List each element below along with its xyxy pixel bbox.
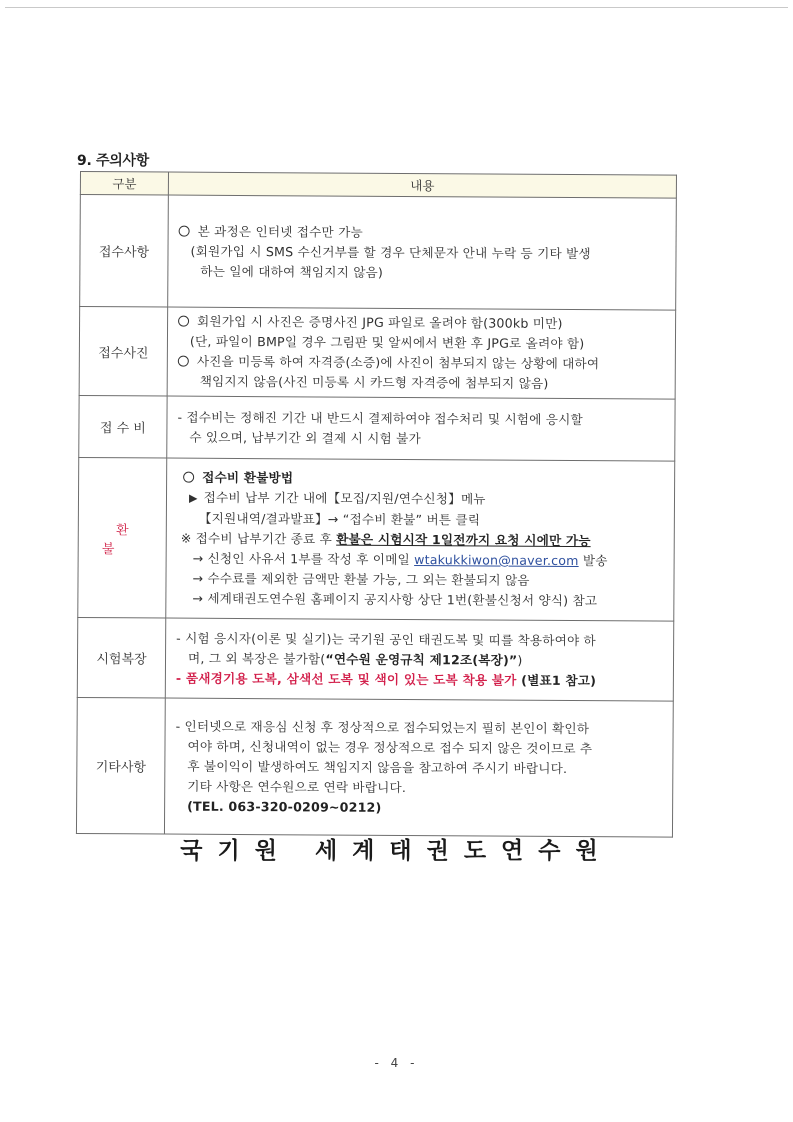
category-cell: 기타사항 [76, 697, 165, 834]
content-line [179, 221, 670, 244]
header-content: 내용 [168, 172, 676, 198]
content-line: - 시험 응시자(이론 및 실기)는 국기원 공인 태권도복 및 띠를 착용하여야 하 [176, 630, 597, 648]
line-text: ) [517, 652, 523, 668]
notice-table [76, 171, 677, 838]
category-cell: 접수사진 [79, 307, 168, 397]
line-text: ※ 접수비 납부기간 종료 후 [180, 530, 337, 547]
content-line: 여야 하며, 신청내역이 없는 경우 정상적으로 접수 되지 않은 것이므로 추 [187, 738, 593, 756]
refund-deadline-emphasis: 환불은 시험시작 1일전까지 요청 시에만 가능 [336, 531, 591, 549]
table-row-refund [78, 457, 675, 621]
organization-name: 국기원 세계태권도연수원 [180, 838, 613, 864]
content-line: 기타 사항은 연수원으로 연락 바랍니다. [187, 778, 407, 795]
content-line: (단, 파일이 BMP일 경우 그림판 및 알씨에서 변환 후 JPG로 올려야 함) [189, 333, 585, 352]
appendix-reference: (별표1 참고) [516, 672, 597, 688]
content-line [176, 648, 667, 671]
refund-category-label: 환불 [101, 522, 157, 557]
line-text: 회원가입 시 사진은 증명사진 JPG 파일로 올려야 함(300kb 미만) [197, 313, 563, 331]
category-cell: 접수사항 [80, 195, 169, 308]
triangle-bullet-icon: ▶ [188, 491, 198, 505]
circle-bullet-icon [179, 225, 190, 236]
email-link[interactable]: wtakukkiwon@naver.com [414, 552, 579, 569]
content-cell [164, 698, 673, 837]
content-line: 책임지지 않음(사진 미등록 시 카드형 자격증에 첨부되지 않음) [199, 373, 549, 391]
content-line: - 접수비는 정해진 기간 내 반드시 결제하여야 접수처리 및 시험에 응시할 [177, 409, 583, 427]
table-row-dress-code [77, 617, 673, 701]
content-line: (회원가입 시 SMS 수신거부를 할 경우 단체문자 안내 누락 등 기타 발생 [190, 243, 591, 261]
circle-bullet-icon [183, 472, 194, 483]
line-text: 본 과정은 인터넷 접수만 가능 [197, 223, 363, 240]
content-cell [166, 458, 675, 621]
table-row-other [76, 697, 673, 837]
page-number: - 4 - [374, 1056, 419, 1070]
content-cell [165, 618, 673, 701]
content-line: - 인터넷으로 재응심 신청 후 정상적으로 접수되었는지 필히 본인이 확인하 [175, 718, 590, 736]
line-text: 며, 그 외 복장은 불가함( [187, 650, 326, 667]
table-row-registration [80, 195, 677, 311]
category-cell [78, 457, 167, 618]
line-text: 사진을 미등록 하여 자격증(소증)에 사진이 첨부되지 않는 상황에 대하여 [196, 353, 600, 372]
content-line [176, 668, 667, 691]
section-title: 9. 주의사항 [77, 153, 149, 169]
category-cell: 접 수 비 [79, 395, 167, 458]
table-row-fee [79, 395, 675, 461]
category-cell: 시험복장 [77, 617, 165, 698]
table-row-photo [79, 307, 676, 400]
content-line: 하는 일에 대하여 책임지지 않음) [200, 263, 384, 280]
circle-bullet-icon [178, 316, 189, 327]
content-line: 수 있으며, 납부기간 외 결제 시 시험 불가 [189, 429, 421, 446]
content-line [177, 488, 668, 512]
dress-warning: - 품새경기용 도복, 삼색선 도복 및 색이 있는 도복 착용 불가 [175, 670, 517, 688]
header-category: 구분 [80, 172, 168, 196]
content-cell [168, 195, 677, 310]
content-line: 【지원내역/결과발표】→ “접수비 환불” 버튼 클릭 [198, 510, 481, 528]
line-text: → 신청인 사유서 1부를 작성 후 이메일 [192, 550, 415, 568]
top-rule [5, 7, 788, 8]
line-text: 발송 [578, 553, 608, 569]
refund-heading: 접수비 환불방법 [202, 469, 294, 486]
content-cell [167, 307, 676, 399]
phone-number: (TEL. 063-320-0209~0212) [187, 798, 382, 815]
content-cell [167, 396, 675, 461]
content-line: → 수수료를 제외한 금액만 환불 가능, 그 외는 환불되지 않음 [192, 570, 530, 588]
regulation-reference: “연수원 운영규칙 제12조(복장)” [325, 651, 518, 668]
content-line: → 세계태권도연수원 홈페이지 공지사항 상단 1번(환불신청서 양식) 참고 [192, 590, 598, 609]
content-line: 후 불이익이 발생하여도 책임지지 않음을 참고하여 주시기 바랍니다. [187, 758, 568, 776]
line-text: 접수비 납부 기간 내에【모집/지원/연수신청】메뉴 [203, 489, 486, 507]
circle-bullet-icon [178, 356, 189, 367]
